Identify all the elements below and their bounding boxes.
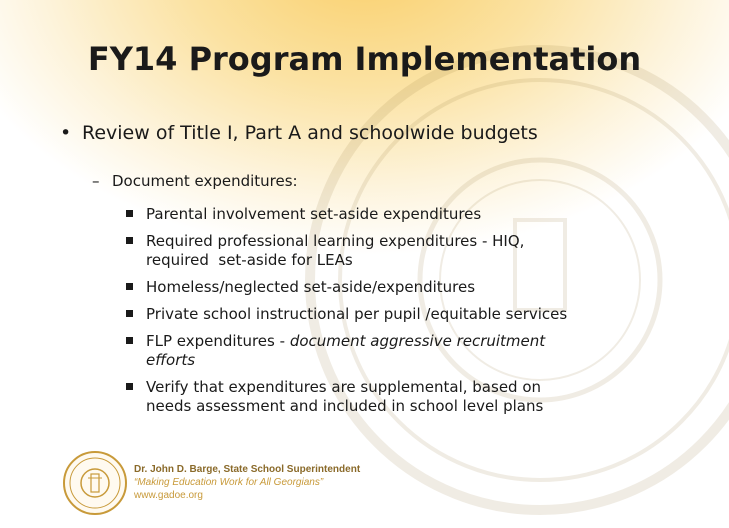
list-item: [124, 305, 684, 324]
list-item: [124, 205, 684, 224]
list-item: [124, 278, 684, 297]
list-item-text: required set-aside for LEAs: [146, 251, 353, 269]
list-item-text: [146, 332, 684, 351]
footer-url[interactable]: www.gadoe.org: [134, 490, 203, 501]
footer-name: Dr. John D. Barge, State School Superintendent: [134, 464, 361, 475]
square-bullet-icon: [126, 237, 133, 244]
footer: [134, 463, 360, 502]
department-seal-icon: [62, 450, 128, 516]
list-item: [124, 378, 684, 416]
expenditure-list: [124, 205, 684, 416]
bullet-text: Review of Title I, Part A and schoolwide budgets: [82, 122, 538, 144]
list-item-text: Required professional learning expenditures - HIQ,: [146, 232, 525, 250]
sub-bullet-text: Document expenditures:: [112, 172, 298, 190]
square-bullet-icon: [126, 283, 133, 290]
list-item-text: Homeless/neglected set-aside/expenditures: [146, 278, 476, 296]
bullet-dot-icon: •: [60, 122, 72, 144]
list-item-text: Parental involvement set-aside expenditures: [146, 205, 482, 223]
slide-title: FY14 Program Implementation: [87, 40, 642, 78]
list-item-text: Private school instructional per pupil /equitable services: [146, 305, 568, 323]
list-item-italic: efforts: [146, 351, 196, 369]
square-bullet-icon: [126, 210, 133, 217]
list-item: [124, 232, 684, 270]
list-item-text: Verify that expenditures are supplemental, based on: [146, 378, 542, 396]
footer-motto: “Making Education Work for All Georgians”: [134, 477, 324, 488]
list-item-italic: document aggressive recruitment: [289, 332, 546, 350]
list-item-plain: FLP expenditures -: [146, 332, 290, 350]
square-bullet-icon: [126, 310, 133, 317]
dash-icon: –: [92, 172, 100, 190]
list-item-text: needs assessment and included in school level plans: [146, 397, 544, 415]
square-bullet-icon: [126, 383, 133, 390]
list-item-text: [146, 351, 684, 370]
list-item: [124, 332, 684, 370]
square-bullet-icon: [126, 337, 133, 344]
